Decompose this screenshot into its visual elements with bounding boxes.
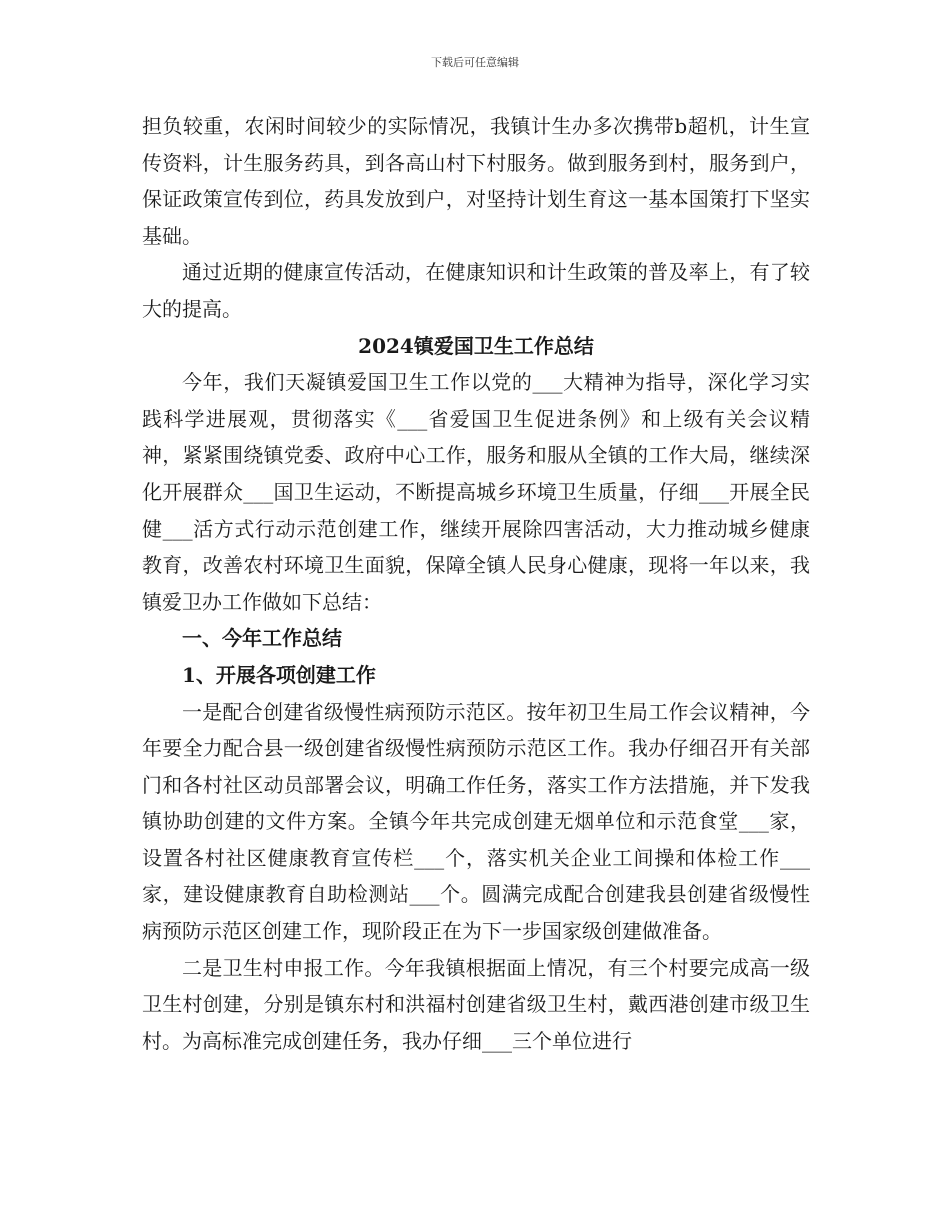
paragraph-item-two: 二是卫生村申报工作。今年我镇根据面上情况，有三个村要完成高一级卫生村创建，分别是镇东村和洪福村创建省级卫生村，戴西港创建市级卫生村。为高标准完成创建任务，我办仔细___三个单位进行 — [142, 955, 810, 1053]
document-body — [142, 108, 810, 1059]
document-title: 2024镇爱国卫生工作总结 — [358, 333, 594, 358]
paragraph-intro: 担负较重，农闲时间较少的实际情况，我镇计生办多次携带b超机，计生宣传资料，计生服务药具，到各高山村下村服务。做到服务到村，服务到户，保证政策宣传到位，药具发放到户，对坚持计划生育这一基本国策打下坚实基础。 — [142, 114, 810, 248]
section-heading: 一、今年工作总结 — [182, 626, 342, 651]
paragraph-health-promotion: 通过近期的健康宣传活动，在健康知识和计生政策的普及率上，有了较大的提高。 — [142, 260, 810, 321]
paragraph-item-one: 一是配合创建省级慢性病预防示范区。按年初卫生局工作会议精神，今年要全力配合县一级创建省级慢性病预防示范区工作。我办仔细召开有关部门和各村社区动员部署会议，明确工作任务，落实工作方法措施，并下发我镇协助创建的文件方案。全镇今年共完成创建无烟单位和示范食堂___家，设置各村社区健康教育宣传栏___个，落实机关企业工间操和体检工作___家，建设健康教育自助检测站___个。圆满完成配合创建我县创建省级慢性病预防示范区创建工作，现阶段正在为下一步国家级创建做准备。 — [142, 699, 810, 944]
paragraph-summary: 今年，我们天凝镇爱国卫生工作以党的___大精神为指导，深化学习实践科学进展观，贯彻落实《___省爱国卫生促进条例》和上级有关会议精神，紧紧围绕镇党委、政府中心工作，服务和服从全镇的工作大局，继续深化开展群众___国卫生运动，不断提高城乡环境卫生质量，仔细___开展全民健___活方式行动示范创建工作，继续开展除四害活动，大力推动城乡健康教育，改善农村环境卫生面貌，保障全镇人民身心健康，现将一年以来，我镇爱卫办工作做如下总结： — [142, 370, 810, 614]
subsection-heading: 1、开展各项创建工作 — [182, 662, 376, 687]
page-header: 下载后可任意编辑 — [431, 56, 519, 69]
